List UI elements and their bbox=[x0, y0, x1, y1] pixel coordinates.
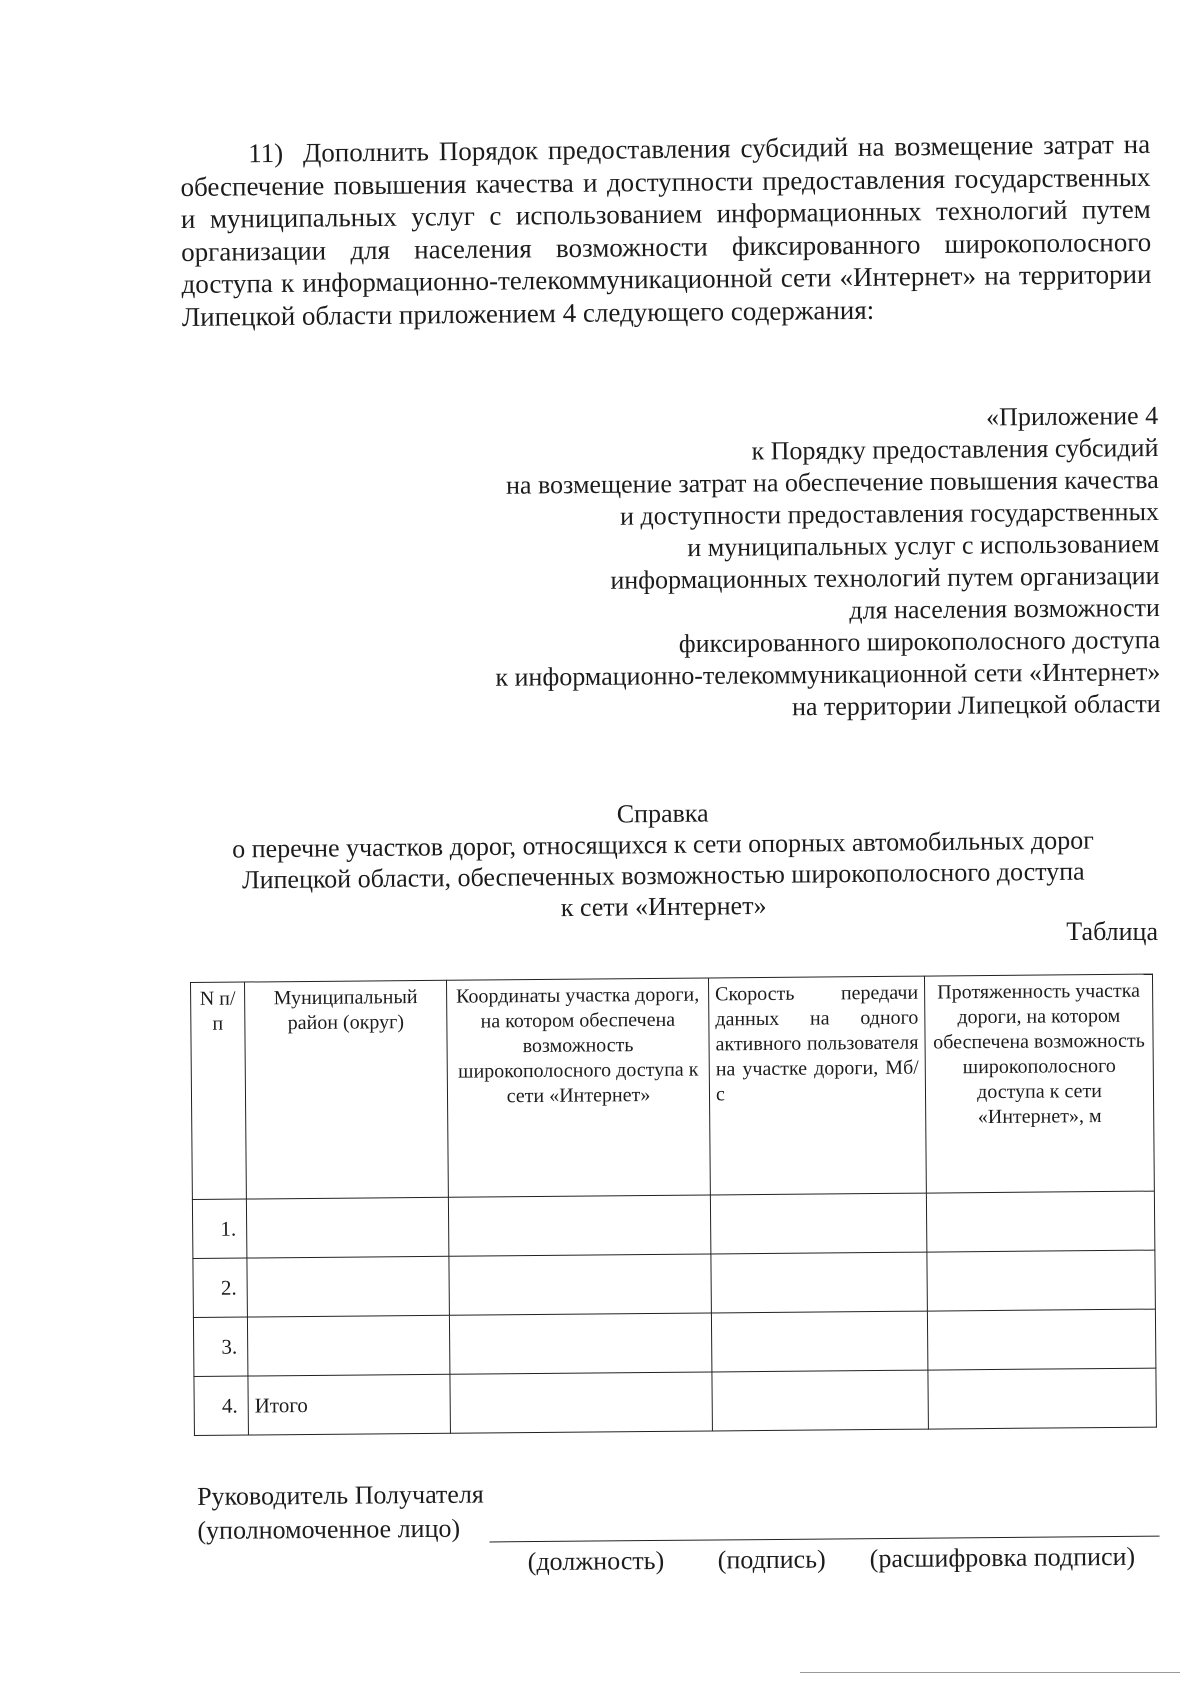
cell-speed bbox=[712, 1370, 929, 1431]
col-header-speed: Скорость передачи данных на одного активного пользователя на участке дороги, Мб/с bbox=[708, 976, 926, 1195]
cell-length bbox=[926, 1191, 1155, 1252]
heading-line: к сети «Интернет» bbox=[560, 890, 767, 923]
cell-length bbox=[927, 1309, 1156, 1370]
appendix-line: и муниципальных услуг с использованием bbox=[687, 528, 1160, 563]
signature-title: Руководитель Получателя bbox=[197, 1479, 484, 1511]
row-number: 3. bbox=[193, 1317, 248, 1376]
appendix-line: «Приложение 4 bbox=[985, 400, 1159, 432]
row-number: 2. bbox=[193, 1258, 248, 1317]
table-row bbox=[193, 1309, 1155, 1376]
appendix-header bbox=[358, 400, 1161, 727]
table-header-row bbox=[191, 974, 1155, 1199]
col-header-district: Муниципальный район (округ) bbox=[245, 980, 449, 1199]
appendix-line: и доступности предоставления государственных bbox=[619, 496, 1160, 531]
cell-district bbox=[246, 1197, 449, 1258]
amendment-paragraph bbox=[180, 128, 1152, 333]
signature-block bbox=[197, 1471, 1198, 1582]
cell-speed bbox=[711, 1311, 928, 1372]
heading-line: о перечне участков дорог, относящихся к сети опорных автомобильных дорог bbox=[231, 825, 1094, 864]
cell-coordinates bbox=[449, 1313, 712, 1374]
caption-name: (расшифровка подписи) bbox=[869, 1541, 1136, 1574]
appendix-line: на возмещение затрат на обеспечение повышения качества bbox=[505, 464, 1159, 500]
appendix-line: к Порядку предоставления субсидий bbox=[751, 432, 1159, 466]
caption-position: (должность) bbox=[527, 1545, 665, 1577]
table-row bbox=[193, 1250, 1155, 1317]
road-sections-table bbox=[190, 974, 1157, 1436]
cell-district bbox=[247, 1256, 450, 1317]
col-header-number: N п/п bbox=[191, 982, 247, 1199]
row-number: 4. bbox=[194, 1376, 249, 1435]
table-label: Таблица bbox=[1066, 917, 1158, 946]
paragraph-text: Дополнить Порядок предоставления субсидий на возмещение затрат на обеспечение повышения качества и доступности предоставления государственных и муниципальных услуг с использованием информационных технологий путем организации для населения возможности фиксированного широкополосного доступа к информационно-телекоммуникационной сети «Интернет» на территории Липецкой области приложением 4 следующего содержания: bbox=[180, 128, 1152, 332]
cell-length bbox=[927, 1250, 1156, 1311]
appendix-line: для населения возможности bbox=[849, 592, 1160, 625]
caption-signature: (подпись) bbox=[717, 1544, 826, 1575]
page-footer-rule bbox=[800, 1672, 1180, 1673]
appendix-line: на территории Липецкой области bbox=[791, 688, 1161, 722]
cell-length bbox=[928, 1368, 1157, 1429]
col-header-length: Протяженность участка дороги, на котором обеспечена возможность широкополосного доступа к сети «Интернет», м bbox=[924, 974, 1154, 1193]
table-row bbox=[192, 1191, 1154, 1258]
cell-coordinates bbox=[449, 1254, 712, 1315]
cell-speed bbox=[711, 1252, 928, 1313]
signature-role: (уполномоченное лицо) bbox=[197, 1513, 461, 1545]
cell-coordinates bbox=[448, 1195, 711, 1256]
paragraph-number: 11) bbox=[248, 137, 284, 169]
row-number: 1. bbox=[192, 1199, 247, 1258]
heading-line: Липецкой области, обеспеченных возможностью широкополосного доступа bbox=[241, 856, 1085, 895]
appendix-line: к информационно-телекоммуникационной сети «Интернет» bbox=[495, 656, 1161, 692]
cell-district: Итого bbox=[248, 1374, 451, 1435]
document-heading bbox=[140, 793, 1186, 928]
cell-speed bbox=[710, 1193, 927, 1254]
col-header-coordinates: Координаты участка дороги, на котором обеспечена возможность широкополосного доступа к сети «Интернет» bbox=[446, 978, 710, 1197]
table-row-total bbox=[194, 1368, 1156, 1435]
appendix-line: информационных технологий путем организации bbox=[610, 560, 1160, 595]
appendix-line: фиксированного широкополосного доступа bbox=[678, 624, 1161, 659]
cell-coordinates bbox=[450, 1372, 713, 1433]
heading-title: Справка bbox=[616, 798, 709, 829]
cell-district bbox=[247, 1315, 450, 1376]
